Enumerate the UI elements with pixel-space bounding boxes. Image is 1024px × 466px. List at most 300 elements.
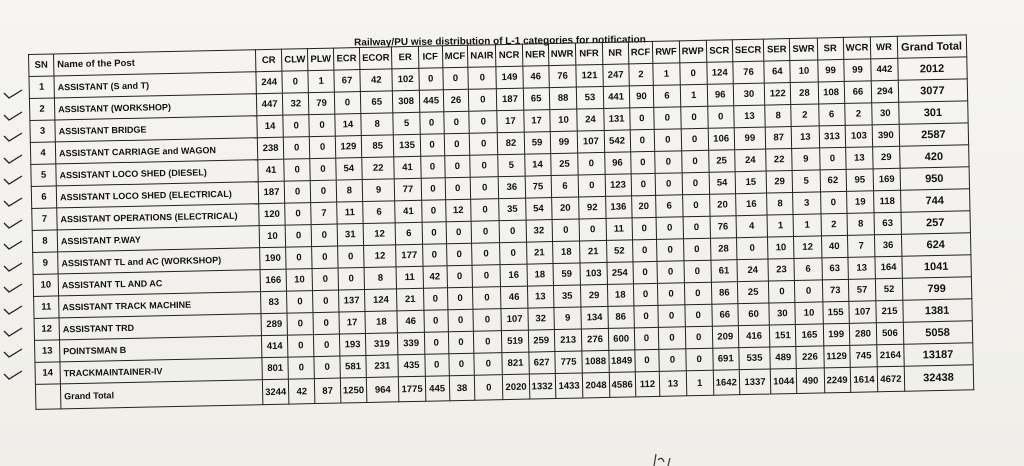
row-zone-value: 0: [682, 194, 709, 217]
row-zone-value: 36: [499, 176, 526, 199]
row-zone-value: 123: [605, 174, 632, 197]
row-zone-value: 0: [659, 349, 686, 372]
row-zone-value: 0: [658, 305, 685, 328]
row-zone-value: 416: [738, 325, 770, 348]
row-zone-value: 30: [733, 83, 765, 106]
row-zone-value: 441: [603, 86, 630, 109]
row-sn: 10: [33, 274, 58, 297]
row-zone-value: 6: [656, 195, 683, 218]
row-zone-value: 193: [339, 333, 366, 356]
row-zone-value: 6: [818, 103, 845, 126]
row-zone-value: 66: [844, 81, 872, 104]
row-zone-value: 1: [680, 84, 707, 107]
row-zone-value: 0: [447, 265, 473, 288]
grand-total-zone-value: 0: [474, 375, 503, 401]
row-zone-value: 254: [607, 262, 634, 285]
row-zone-value: 99: [734, 127, 766, 150]
row-sn: 2: [29, 98, 54, 121]
row-zone-value: 0: [422, 222, 446, 244]
row-zone-value: 21: [397, 288, 424, 311]
row-sn: 4: [30, 142, 55, 165]
row-zone-value: 11: [606, 218, 633, 241]
row-zone-value: 0: [473, 309, 502, 332]
row-zone-value: 209: [712, 326, 739, 349]
row-zone-value: 215: [876, 300, 903, 323]
row-zone-value: 42: [360, 69, 393, 92]
row-zone-value: 13: [845, 147, 873, 170]
grand-total-zone-value: 1337: [739, 369, 771, 395]
row-zone-value: 0: [419, 112, 443, 134]
row-zone-value: 11: [337, 202, 364, 225]
row-grand-total: 744: [900, 189, 969, 212]
row-zone-value: 0: [287, 313, 314, 336]
row-grand-total: 1041: [901, 255, 970, 278]
row-zone-value: 1: [308, 70, 334, 93]
row-zone-value: 61: [711, 260, 738, 283]
row-zone-value: 0: [313, 312, 339, 335]
row-zone-value: 87: [765, 127, 792, 150]
row-zone-value: 519: [502, 330, 529, 353]
row-zone-value: 76: [710, 216, 737, 239]
row-zone-value: 5: [393, 112, 420, 135]
row-zone-value: 107: [578, 130, 605, 153]
row-zone-value: 13: [848, 257, 876, 280]
row-zone-value: 10: [286, 269, 313, 292]
row-zone-value: 0: [313, 290, 339, 313]
grand-total-zone-value: 38: [449, 375, 475, 401]
checkmark-icon: [2, 261, 24, 273]
row-zone-value: 0: [420, 134, 444, 156]
table-body: [29, 57, 973, 410]
row-zone-value: 199: [823, 323, 850, 346]
grand-total-zone-value: 1: [686, 370, 714, 396]
row-zone-value: 102: [392, 68, 419, 91]
row-zone-value: 164: [875, 256, 902, 279]
row-zone-value: 213: [554, 329, 582, 352]
header-zone: NCR: [496, 44, 523, 67]
row-zone-value: 66: [712, 304, 739, 327]
row-zone-value: 414: [261, 335, 288, 358]
row-zone-value: 247: [602, 64, 629, 87]
row-zone-value: 2: [791, 104, 819, 127]
row-zone-value: 9: [362, 179, 395, 202]
row-zone-value: 2: [628, 63, 653, 86]
row-zone-value: 120: [259, 203, 286, 226]
row-zone-value: 0: [285, 225, 312, 248]
row-zone-value: 136: [605, 196, 632, 219]
row-zone-value: 1: [653, 63, 680, 86]
row-post-name: ASSISTANT (S and T): [54, 72, 256, 98]
row-zone-value: 14: [335, 114, 362, 137]
row-zone-value: 46: [522, 66, 549, 89]
row-zone-value: 15: [735, 171, 767, 194]
row-sn: 3: [30, 120, 55, 143]
row-zone-value: 0: [820, 191, 847, 214]
row-zone-value: 5: [792, 170, 820, 193]
row-zone-value: 13: [792, 126, 820, 149]
row-zone-value: 129: [335, 136, 362, 159]
row-zone-value: 0: [656, 217, 683, 240]
row-zone-value: 5: [498, 154, 525, 177]
header-zone: NAIR: [468, 45, 497, 68]
row-zone-value: 10: [768, 237, 795, 260]
row-zone-value: 0: [284, 159, 311, 182]
row-zone-value: 0: [310, 158, 336, 181]
row-zone-value: 29: [581, 284, 608, 307]
total-sn-empty: [35, 384, 61, 410]
row-zone-value: 18: [607, 284, 634, 307]
row-zone-value: 2: [844, 103, 872, 126]
checkmark-icon: [2, 196, 24, 208]
header-zone: SWR: [790, 38, 818, 61]
row-zone-value: 0: [681, 128, 708, 151]
header-zone: NER: [522, 44, 549, 67]
row-zone-value: 0: [312, 268, 338, 291]
row-zone-value: 0: [657, 261, 684, 284]
row-zone-value: 0: [421, 178, 445, 200]
header-zone: SR: [817, 37, 844, 60]
row-zone-value: 0: [579, 174, 606, 197]
row-zone-value: 59: [524, 132, 551, 155]
distribution-table-wrapper: [28, 34, 974, 410]
row-zone-value: 0: [470, 177, 499, 200]
row-zone-value: 0: [287, 291, 314, 314]
header-zone: SER: [764, 39, 791, 62]
row-sn: 14: [35, 362, 60, 385]
row-post-name: ASSISTANT (WORKSHOP): [54, 94, 256, 120]
row-sn: 7: [32, 208, 57, 231]
row-zone-value: 75: [525, 176, 552, 199]
row-zone-value: 90: [629, 85, 654, 108]
row-zone-value: 0: [470, 155, 499, 178]
grand-total-zone-value: 3244: [262, 379, 289, 405]
row-zone-value: 63: [874, 212, 901, 235]
row-zone-value: 0: [424, 354, 448, 376]
row-zone-value: 79: [309, 92, 335, 115]
row-zone-value: 16: [500, 264, 527, 287]
row-zone-value: 8: [767, 193, 794, 216]
header-zone: MCF: [442, 45, 468, 68]
row-zone-value: 187: [497, 88, 524, 111]
row-zone-value: 0: [443, 111, 469, 134]
grand-total-zone-value: 112: [635, 371, 660, 397]
row-zone-value: 10: [790, 60, 818, 83]
row-zone-value: 0: [654, 107, 681, 130]
grand-total-zone-value: 87: [315, 378, 341, 404]
row-zone-value: 24: [577, 108, 604, 131]
row-sn: 8: [32, 230, 57, 253]
row-zone-value: 0: [424, 310, 448, 332]
row-zone-value: 124: [706, 62, 733, 85]
row-zone-value: 46: [501, 286, 528, 309]
row-zone-value: 0: [468, 67, 497, 90]
grand-total-zone-value: 1775: [399, 376, 426, 402]
header-zone: NR: [602, 42, 629, 65]
row-sn: 11: [34, 296, 59, 319]
row-zone-value: 489: [770, 346, 797, 369]
row-zone-value: 83: [261, 291, 288, 314]
row-zone-value: 10: [549, 109, 577, 132]
grand-total-zone-value: 2020: [503, 374, 530, 400]
row-zone-value: 17: [339, 311, 366, 334]
row-zone-value: 0: [445, 177, 471, 200]
row-zone-value: 627: [528, 352, 555, 375]
row-zone-value: 0: [474, 353, 503, 376]
row-zone-value: 28: [791, 82, 819, 105]
grand-total-zone-value: 964: [366, 377, 399, 403]
row-zone-value: 0: [469, 111, 498, 134]
row-grand-total: 2587: [899, 123, 968, 146]
row-zone-value: 107: [849, 301, 877, 324]
row-zone-value: 18: [365, 311, 398, 334]
row-post-name: ASSISTANT TL and AC (WORKSHOP): [58, 248, 260, 274]
grand-total-label: Grand Total: [60, 380, 262, 409]
row-zone-value: 0: [288, 357, 315, 380]
row-zone-value: 435: [398, 354, 425, 377]
row-zone-value: 0: [473, 287, 502, 310]
row-zone-value: 92: [579, 196, 606, 219]
row-zone-value: 99: [550, 131, 578, 154]
row-zone-value: 151: [770, 324, 797, 347]
row-zone-value: 8: [364, 267, 397, 290]
row-zone-value: 10: [259, 225, 286, 248]
row-zone-value: 0: [654, 129, 681, 152]
row-grand-total: 624: [901, 233, 970, 256]
row-zone-value: 99: [817, 59, 844, 82]
checkmark-icon: [2, 347, 24, 359]
row-zone-value: 29: [766, 171, 793, 194]
row-zone-value: 0: [659, 327, 686, 350]
row-zone-value: 8: [765, 105, 792, 128]
row-zone-value: 745: [849, 345, 877, 368]
row-zone-value: 25: [708, 150, 735, 173]
row-zone-value: 0: [468, 89, 497, 112]
row-zone-value: 0: [472, 265, 501, 288]
row-zone-value: 32: [527, 308, 554, 331]
row-zone-value: 88: [549, 87, 577, 110]
header-zone: WR: [871, 36, 898, 59]
row-zone-value: 65: [360, 91, 393, 114]
row-zone-value: 96: [707, 84, 734, 107]
row-zone-value: 166: [260, 269, 287, 292]
row-zone-value: 131: [603, 108, 630, 131]
row-zone-value: 0: [422, 244, 446, 266]
grand-total-zone-value: 13: [659, 371, 686, 397]
row-zone-value: 73: [822, 279, 849, 302]
row-grand-total: 1381: [902, 299, 971, 322]
row-grand-total: 5058: [903, 321, 972, 344]
checkmark-icon: [2, 282, 24, 294]
row-zone-value: 54: [709, 172, 736, 195]
row-zone-value: 231: [366, 355, 399, 378]
header-zone: ICF: [418, 46, 442, 68]
row-grand-total: 950: [900, 167, 969, 190]
row-zone-value: 581: [340, 355, 367, 378]
row-zone-value: 0: [579, 218, 606, 241]
document-title: Railway/PU wise distribution of L-1 categories for notification: [354, 34, 646, 49]
row-zone-value: 0: [314, 334, 340, 357]
grand-total-zone-value: 1250: [340, 377, 367, 403]
row-zone-value: 95: [846, 169, 874, 192]
row-zone-value: 14: [257, 115, 284, 138]
row-zone-value: 7: [311, 202, 337, 225]
row-post-name: ASSISTANT TL AND AC: [58, 270, 260, 296]
row-zone-value: 124: [364, 289, 397, 312]
row-zone-value: 308: [393, 90, 420, 113]
row-zone-value: 17: [497, 110, 524, 133]
row-sn: 12: [34, 318, 59, 341]
row-zone-value: 0: [285, 203, 312, 226]
row-zone-value: 0: [469, 133, 498, 156]
row-zone-value: 0: [630, 129, 655, 152]
row-zone-value: 6: [794, 258, 822, 281]
row-zone-value: 0: [334, 92, 361, 115]
row-zone-value: 17: [523, 110, 550, 133]
row-zone-value: 0: [283, 137, 310, 160]
row-grand-total: 257: [901, 211, 970, 234]
row-zone-value: 0: [683, 238, 710, 261]
row-zone-value: 0: [707, 106, 734, 129]
row-zone-value: 0: [446, 221, 472, 244]
row-zone-value: 24: [737, 259, 769, 282]
checkmark-icon: [2, 326, 24, 338]
row-sn: 5: [31, 164, 56, 187]
row-zone-value: 76: [549, 65, 577, 88]
row-zone-value: 0: [282, 71, 309, 94]
row-zone-value: 103: [845, 125, 873, 148]
grand-total-zone-value: 1044: [770, 368, 797, 394]
row-zone-value: 19: [846, 191, 874, 214]
checkmark-icon: [2, 153, 24, 165]
header-grand-total: Grand Total: [897, 35, 966, 58]
row-zone-value: 535: [739, 347, 771, 370]
row-zone-value: 52: [606, 240, 633, 263]
row-zone-value: 0: [311, 224, 337, 247]
row-zone-value: 0: [471, 221, 500, 244]
row-zone-value: 60: [738, 303, 770, 326]
row-zone-value: 0: [633, 261, 658, 284]
row-zone-value: 135: [394, 134, 421, 157]
row-zone-value: 53: [577, 86, 604, 109]
row-zone-value: 122: [764, 83, 791, 106]
row-sn: 13: [34, 340, 59, 363]
row-zone-value: 289: [261, 313, 288, 336]
checkmark-icon: [2, 88, 24, 100]
row-zone-value: 0: [314, 356, 340, 379]
row-zone-value: 506: [877, 322, 904, 345]
row-zone-value: 445: [419, 90, 443, 112]
grand-total-zone-value: 1433: [555, 373, 583, 399]
row-zone-value: 30: [872, 102, 899, 125]
row-zone-value: 26: [443, 89, 469, 112]
row-zone-value: 99: [843, 59, 871, 82]
row-post-name: ASSISTANT LOCO SHED (DIESEL): [56, 160, 258, 186]
row-zone-value: 35: [553, 285, 581, 308]
row-zone-value: 57: [848, 279, 876, 302]
row-zone-value: 0: [685, 304, 712, 327]
row-zone-value: 0: [499, 220, 526, 243]
row-zone-value: 0: [284, 181, 311, 204]
row-zone-value: 103: [580, 262, 607, 285]
row-zone-value: 0: [632, 239, 657, 262]
row-zone-value: 96: [604, 152, 631, 175]
row-grand-total: 2012: [897, 57, 966, 80]
header-zone: NWR: [548, 43, 576, 66]
row-zone-value: 86: [607, 306, 634, 329]
row-zone-value: 190: [260, 247, 287, 270]
grand-total-zone-value: 1614: [850, 367, 878, 393]
header-zone: RWF: [653, 41, 680, 64]
row-zone-value: 2164: [877, 344, 904, 367]
row-zone-value: 108: [818, 81, 845, 104]
row-post-name: ASSISTANT P.WAY: [57, 226, 259, 252]
row-zone-value: 0: [736, 237, 768, 260]
row-post-name: ASSISTANT TRACK MACHINE: [59, 292, 261, 318]
checkmark-icon: [2, 174, 24, 186]
row-zone-value: 41: [394, 156, 421, 179]
row-zone-value: 63: [821, 257, 848, 280]
row-zone-value: 25: [550, 153, 578, 176]
checkmark-icon: [2, 131, 24, 143]
row-zone-value: 29: [873, 146, 900, 169]
row-zone-value: 0: [685, 348, 712, 371]
row-zone-value: 32: [526, 220, 553, 243]
row-zone-value: 0: [684, 282, 711, 305]
row-zone-value: 0: [474, 331, 503, 354]
row-zone-value: 0: [444, 155, 470, 178]
row-zone-value: 54: [525, 198, 552, 221]
header-zone: ECR: [333, 48, 360, 71]
header-zone: ER: [392, 46, 419, 69]
header-zone: PLW: [308, 48, 334, 71]
row-zone-value: 67: [334, 70, 361, 93]
row-zone-value: 447: [256, 93, 283, 116]
row-zone-value: 9: [792, 148, 820, 171]
row-zone-value: 2: [821, 213, 848, 236]
row-zone-value: 8: [361, 113, 394, 136]
row-zone-value: 12: [445, 199, 471, 222]
row-post-name: ASSISTANT TRD: [59, 314, 261, 340]
header-zone: WCR: [843, 37, 871, 60]
row-zone-value: 0: [310, 136, 336, 159]
row-zone-value: 6: [363, 201, 396, 224]
distribution-table: [28, 34, 974, 410]
row-zone-value: 134: [581, 306, 608, 329]
row-zone-value: 0: [630, 151, 655, 174]
row-zone-value: 0: [655, 151, 682, 174]
row-zone-value: 31: [337, 224, 364, 247]
row-zone-value: 169: [873, 168, 900, 191]
header-sn: SN: [29, 54, 54, 77]
header-zone: ECOR: [359, 47, 392, 70]
row-zone-value: 155: [822, 301, 849, 324]
row-zone-value: 13: [734, 105, 766, 128]
row-zone-value: 30: [769, 302, 796, 325]
row-zone-value: 6: [551, 175, 579, 198]
row-zone-value: 0: [423, 288, 447, 310]
row-zone-value: 0: [448, 331, 474, 354]
checkmark-icon: [2, 239, 24, 251]
row-zone-value: 106: [708, 128, 735, 151]
row-zone-value: 40: [821, 235, 848, 258]
checkmark-icon: [2, 304, 24, 316]
grand-total-zone-value: 42: [289, 379, 316, 405]
row-zone-value: 18: [527, 264, 554, 287]
row-zone-value: 118: [874, 190, 901, 213]
row-zone-value: 238: [257, 137, 284, 160]
row-zone-value: 20: [551, 197, 579, 220]
row-grand-total: 301: [898, 101, 967, 124]
